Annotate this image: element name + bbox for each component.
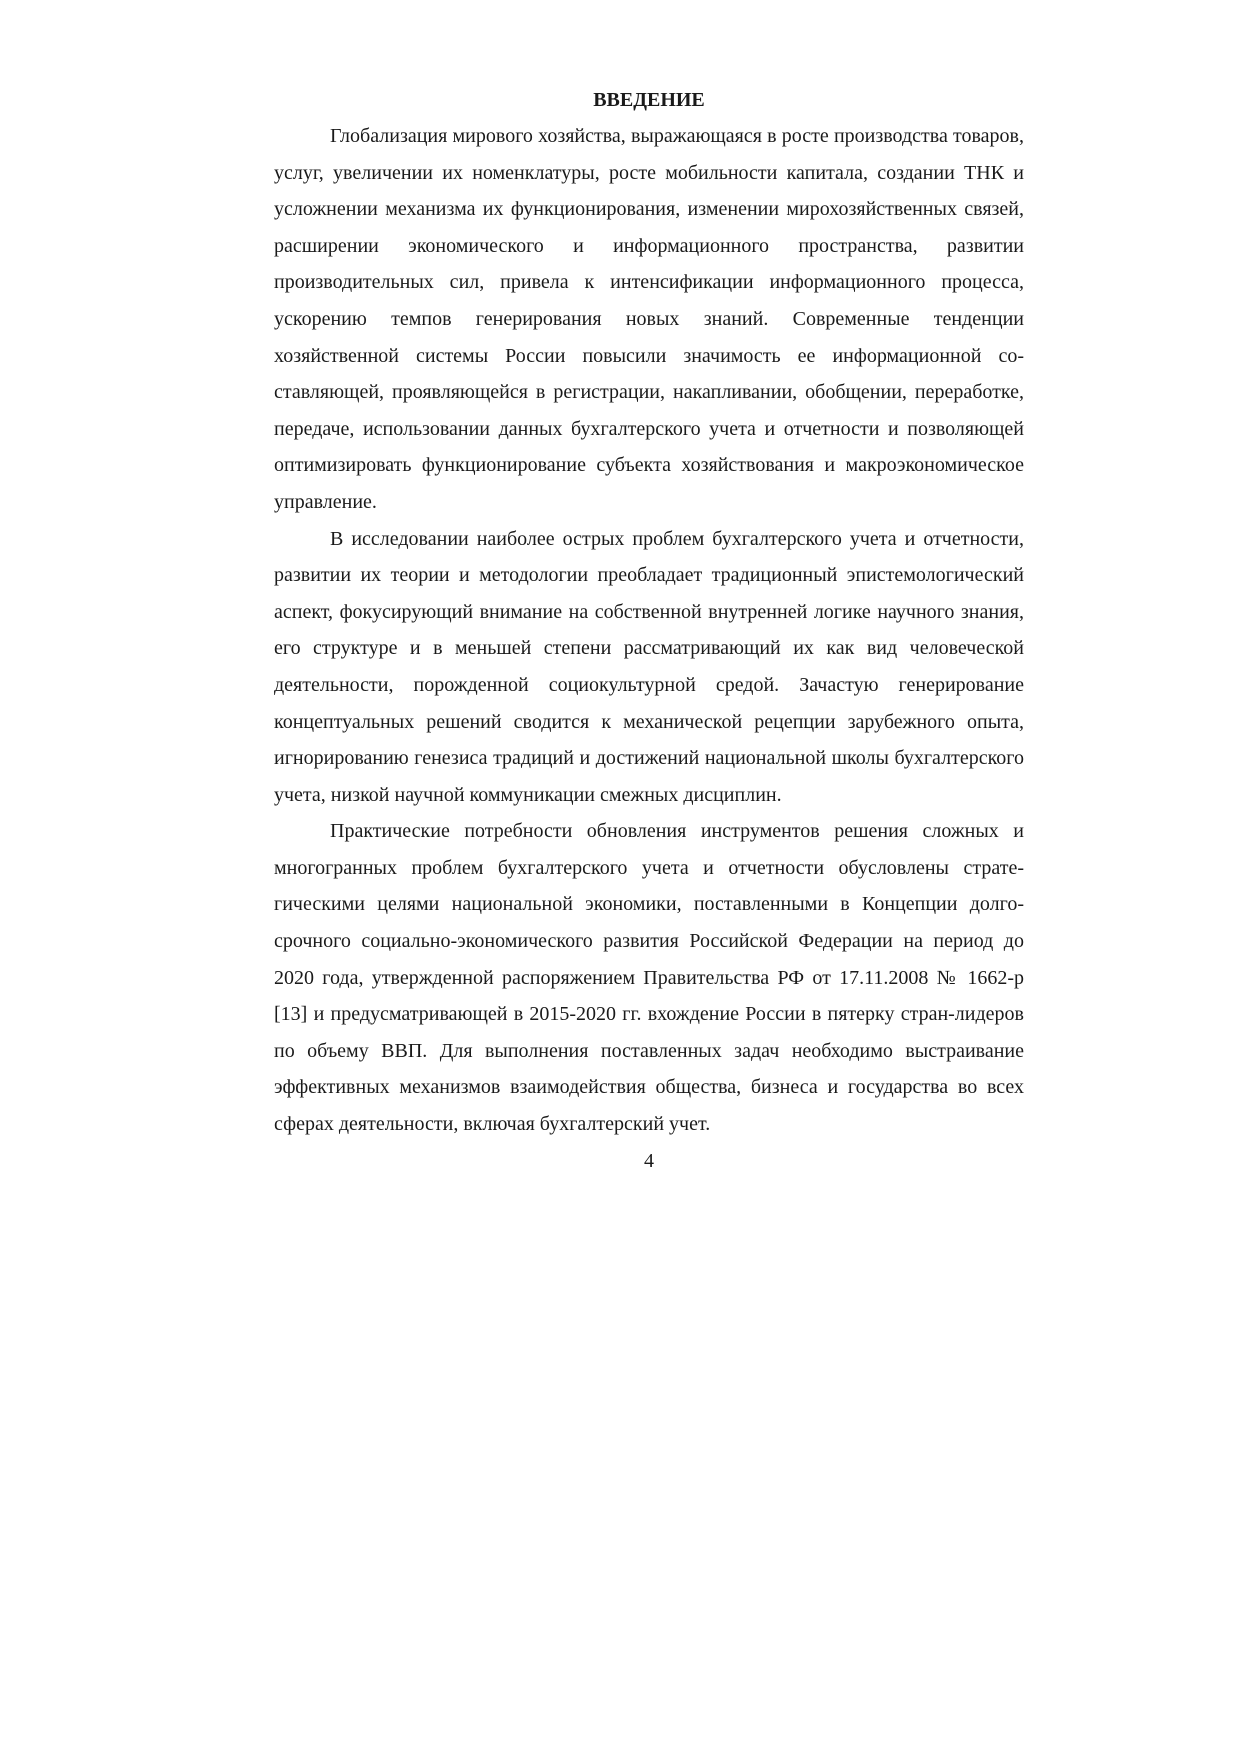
text-block: [274, 82, 1024, 1179]
paragraph-1: Глобализация мирового хозяйства, выражающаяся в росте производства товаров, услуг, увеличении их номенклатуры, росте мобильности капитала, создании ТНК и усложнении механизма их функционирования, изменении мирохозяйственных связей, расширении экономического и информационного пространства, развитии производительных сил, привела к интенсификации информационного процесса, ускорению темпов генерирования новых знаний. Современные тенденции хозяйственной системы России повысили значимость ее информационной составляющей, проявляющейся в регистрации, накапливании, обобщении, переработке, передаче, использовании данных бухгалтерского учета и отчетности и позволяющей оптимизировать функционирование субъекта хозяйствования и макроэкономическое управление.: [274, 125, 1024, 513]
paragraph-2: В исследовании наиболее острых проблем бухгалтерского учета и отчетности, развитии их теории и методологии преобладает традиционный эпистемологический аспект, фокусирующий внимание на собственной внутренней логике научного знания, его структуре и в меньшей степени рассматривающий их как вид человеческой деятельности, порожденной социокультурной средой. Зачастую генерирование концептуальных решений сводится к механической рецепции зарубежного опыта, игнорированию генезиса традиций и достижений национальной школы бухгалтерского учета, низкой научной коммуникации смежных дисциплин.: [274, 527, 1024, 806]
page-number: 4: [644, 1149, 654, 1172]
paragraph-3: Практические потребности обновления инструментов решения сложных и многогранных проблем бухгалтерского учета и отчетности обусловлены стратегическими целями национальной экономики, поставленными в Концепции долгосрочного социально-экономического развития Российской Федерации на период до 2020 года, утвержденной распоряжением Правительства РФ от 17.11.2008 № 1662-р [13] и предусматривающей в 2015-2020 гг. вхождение России в пятерку стран-лидеров по объему ВВП. Для выполнения поставленных задач необходимо выстраивание эффективных механизмов взаимодействия общества, бизнеса и государства во всех сферах деятельности, включая бухгалтерский учет.: [274, 820, 1024, 1136]
section-title: ВВЕДЕНИЕ: [593, 89, 705, 111]
